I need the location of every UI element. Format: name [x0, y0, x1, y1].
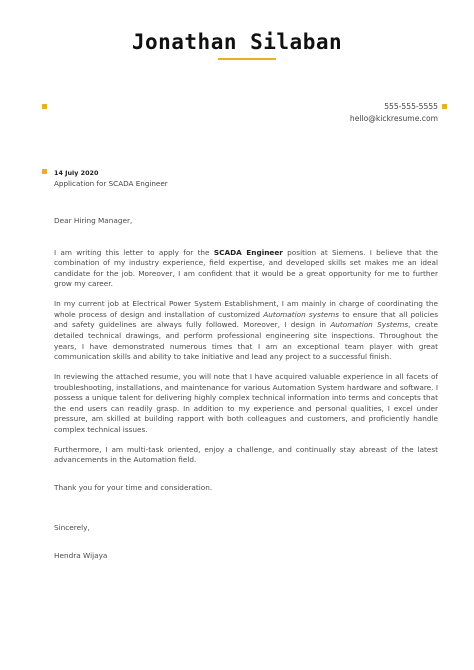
paragraph-experience-c: , create detailed technical drawings, and perform professional engineering site inspections. Throughout the years, I have demonstrated numerous times that I am an exceptional team player with great communication skills and ability to take initiative and lead any project to a successful finish.	[54, 320, 438, 362]
job-title: SCADA Engineer	[213, 247, 283, 257]
email-address: hello@kickresume.com	[349, 113, 438, 123]
candidate-name: Jonathan Silaban	[131, 30, 343, 54]
automation-systems-term-2: Automation Systems	[330, 320, 409, 330]
greeting: Dear Hiring Manager,	[54, 216, 133, 225]
paragraph-closing: Furthermore, I am multi-task oriented, enjoy a challenge, and continually stay abreast of the latest advancements in the Automation field.	[54, 444, 438, 465]
letter-date: 14 July 2020	[54, 169, 99, 177]
paragraph-intro	[54, 248, 438, 290]
thanks-line: Thank you for your time and consideration.	[54, 482, 213, 492]
contact-block	[350, 101, 438, 124]
paragraph-resume: In reviewing the attached resume, you will note that I have acquired valuable experience in all facets of troubleshooting, installations, and maintenance for various Automation System hardware and software. I possess a unique talent for delivering highly complex technical information into terms and concepts that the end users can readily grasp. In addition to my experience and personal qualities, I excel under pressure, am skilled at building rapport with both colleagues and customers, and proficiently handle complex technical issues.	[54, 371, 438, 434]
name-underline	[218, 58, 276, 60]
automation-systems-term: Automation systems	[263, 309, 340, 319]
date-marker	[42, 169, 47, 174]
paragraph-intro-end: position at Siemens. I believe that the combination of my industry experience, field expertise, and developed skills set makes me an ideal candidate for the job. Moreover, I am confident that it would be a great opportunity for me to further grow my career.	[54, 247, 438, 289]
paragraph-intro-start: I am writing this letter to apply for the	[54, 247, 214, 257]
contact-marker-right	[442, 104, 447, 109]
letter-body	[54, 216, 438, 571]
paragraph-experience-b: to ensure that all policies and safety guidelines are always fully followed. Moreover, I design in	[54, 309, 439, 330]
contact-marker-left	[42, 104, 47, 109]
closing: Sincerely,	[54, 523, 90, 533]
phone-number: 555-555-5555	[384, 102, 438, 111]
letter-subject: Application for SCADA Engineer	[54, 179, 168, 188]
paragraph-experience-a: In my current job at Electrical Power System Establishment, I am mainly in charge of coordinating the whole process of design and installation of customized	[54, 299, 438, 319]
paragraph-experience	[54, 299, 438, 363]
signature: Hendra Wijaya	[54, 551, 108, 561]
